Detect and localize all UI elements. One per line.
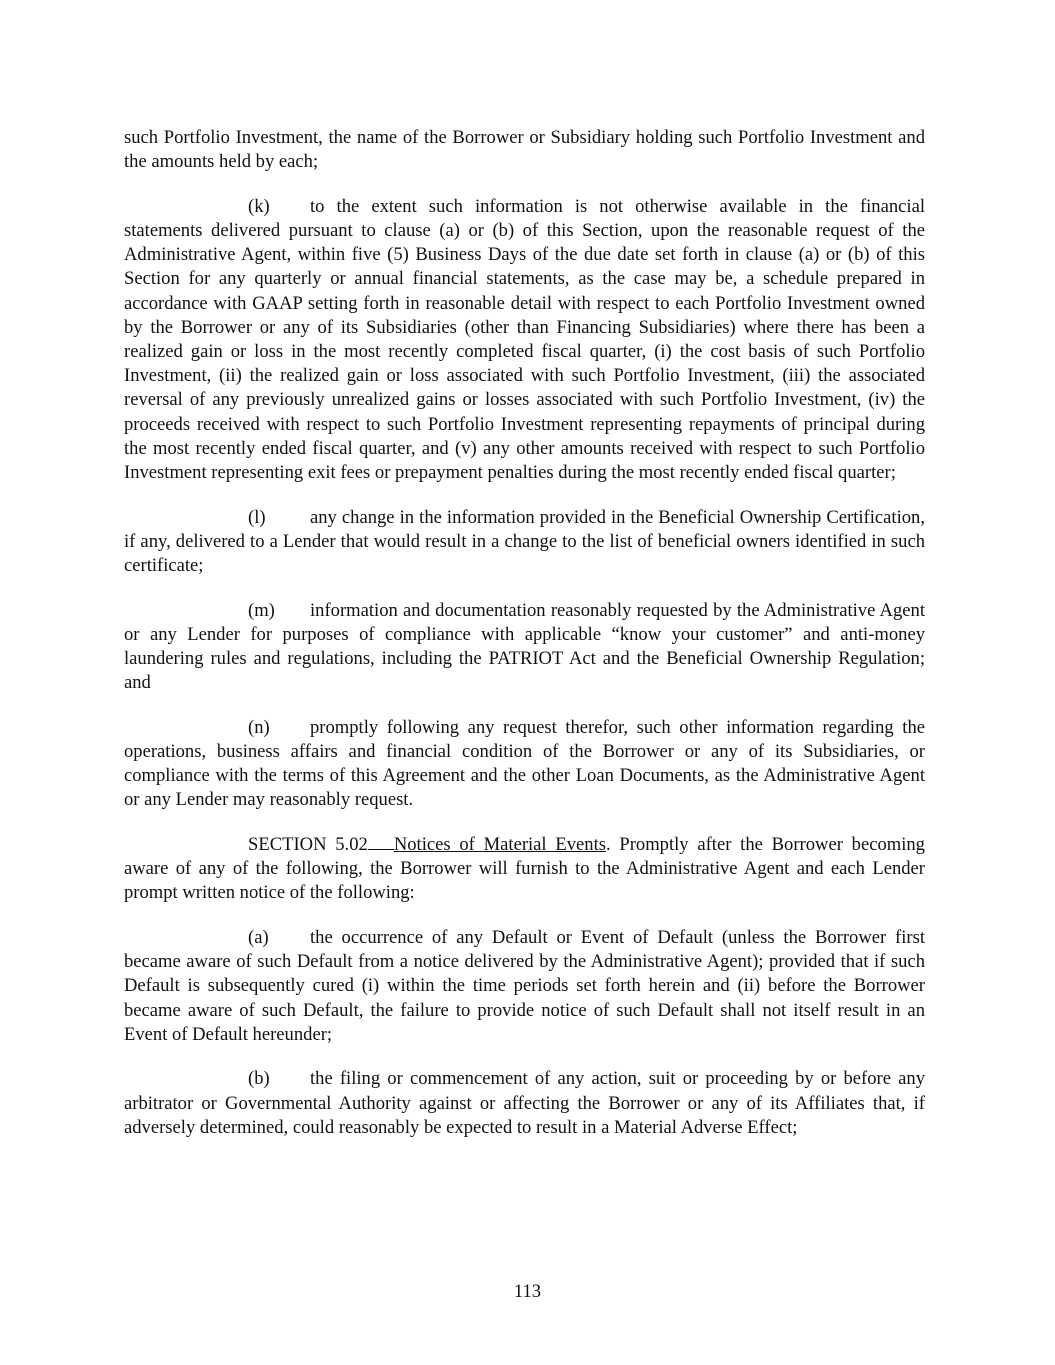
section-underline-gap [368, 834, 394, 850]
clause-m [124, 599, 925, 696]
clause-label: (m) [248, 599, 275, 621]
clause-text: any change in the information provided in the Beneficial Ownership Certification, if any, delivered to a Lender that would result in a change to the list of beneficial owners identified in such certificate; [124, 506, 925, 577]
clause-label: (a) [248, 927, 269, 949]
section-clause-b [124, 1067, 925, 1140]
clause-label: (k) [248, 195, 270, 217]
clause-label: (n) [248, 716, 270, 738]
section-5-02 [124, 833, 925, 906]
section-clause-a [124, 926, 925, 1047]
continuation-paragraph: such Portfolio Investment, the name of the Borrower or Subsidiary holding such Portfolio Investment and the amounts held by each; [124, 127, 925, 173]
clause-l [124, 506, 925, 579]
clause-text: the filing or commencement of any action, suit or proceeding by or before any arbitrator or Governmental Authority against or affecting the Borrower or any of its Affiliates that, if adversely determined, could reasonably be expected to result in a Material Adverse Effect; [124, 1068, 925, 1138]
clause-text: to the extent such information is not otherwise available in the financial statements delivered pursuant to clause (a) or (b) of this Section, upon the reasonable request of the Administrative Agent, within five (5) Business Days of the due date set forth in clause (a) or (b) of this Section for any quarterly or annual financial statements, as the case may be, a schedule prepared in accordance with GAAP setting forth in reasonable detail with respect to each Portfolio Investment owned by the Borrower or any of its Subsidiaries (other than Financing Subsidiaries) where there has been a realized gain or loss in the most recently completed fiscal quarter, (i) the cost basis of such Portfolio Investment, (ii) the realized gain or loss associated with such Portfolio Investment, (iii) the associated reversal of any previously unrealized gains or losses associated with such Portfolio Investment, (iv) the proceeds received with respect to such Portfolio Investment representing repayments of principal during the most recently ended fiscal quarter, and (v) any other amounts received with respect to such Portfolio Investment representing exit fees or prepayment penalties during the most recently ended fiscal quarter; [124, 195, 925, 484]
clause-text: the occurrence of any Default or Event of Default (unless the Borrower first became aware of such Default from a notice delivered by the Administrative Agent); provided that if such Default is subsequently cured (i) within the time periods set forth herein and (ii) before the Borrower became aware of such Default, the failure to provide notice of such Default shall not itself result in an Event of Default hereunder; [124, 927, 925, 1045]
section-text: . Promptly after the Borrower becoming aware of any of the following, the Borrower will furnish to the Administrative Agent and each Lender prompt written notice of the following: [124, 834, 925, 904]
clause-text: information and documentation reasonably requested by the Administrative Agent or any Lender for purposes of compliance with applicable “know your customer” and anti-money laundering rules and regulations, including the PATRIOT Act and the Beneficial Ownership Regulation; and [124, 599, 925, 694]
clause-label: (b) [248, 1068, 270, 1090]
page-number: 113 [513, 1281, 542, 1302]
document-page [124, 126, 925, 1160]
clause-k [124, 195, 925, 485]
section-number: SECTION 5.02 [248, 834, 368, 856]
clause-n [124, 716, 925, 813]
clause-label: (l) [248, 506, 266, 528]
clause-text: promptly following any request therefor, such other information regarding the operations, business affairs and financial condition of the Borrower or any of its Subsidiaries, or compliance with the terms of this Agreement and the other Loan Documents, as the Administrative Agent or any Lender may reasonably request. [124, 716, 925, 811]
section-title: Notices of Material Events [393, 834, 606, 856]
